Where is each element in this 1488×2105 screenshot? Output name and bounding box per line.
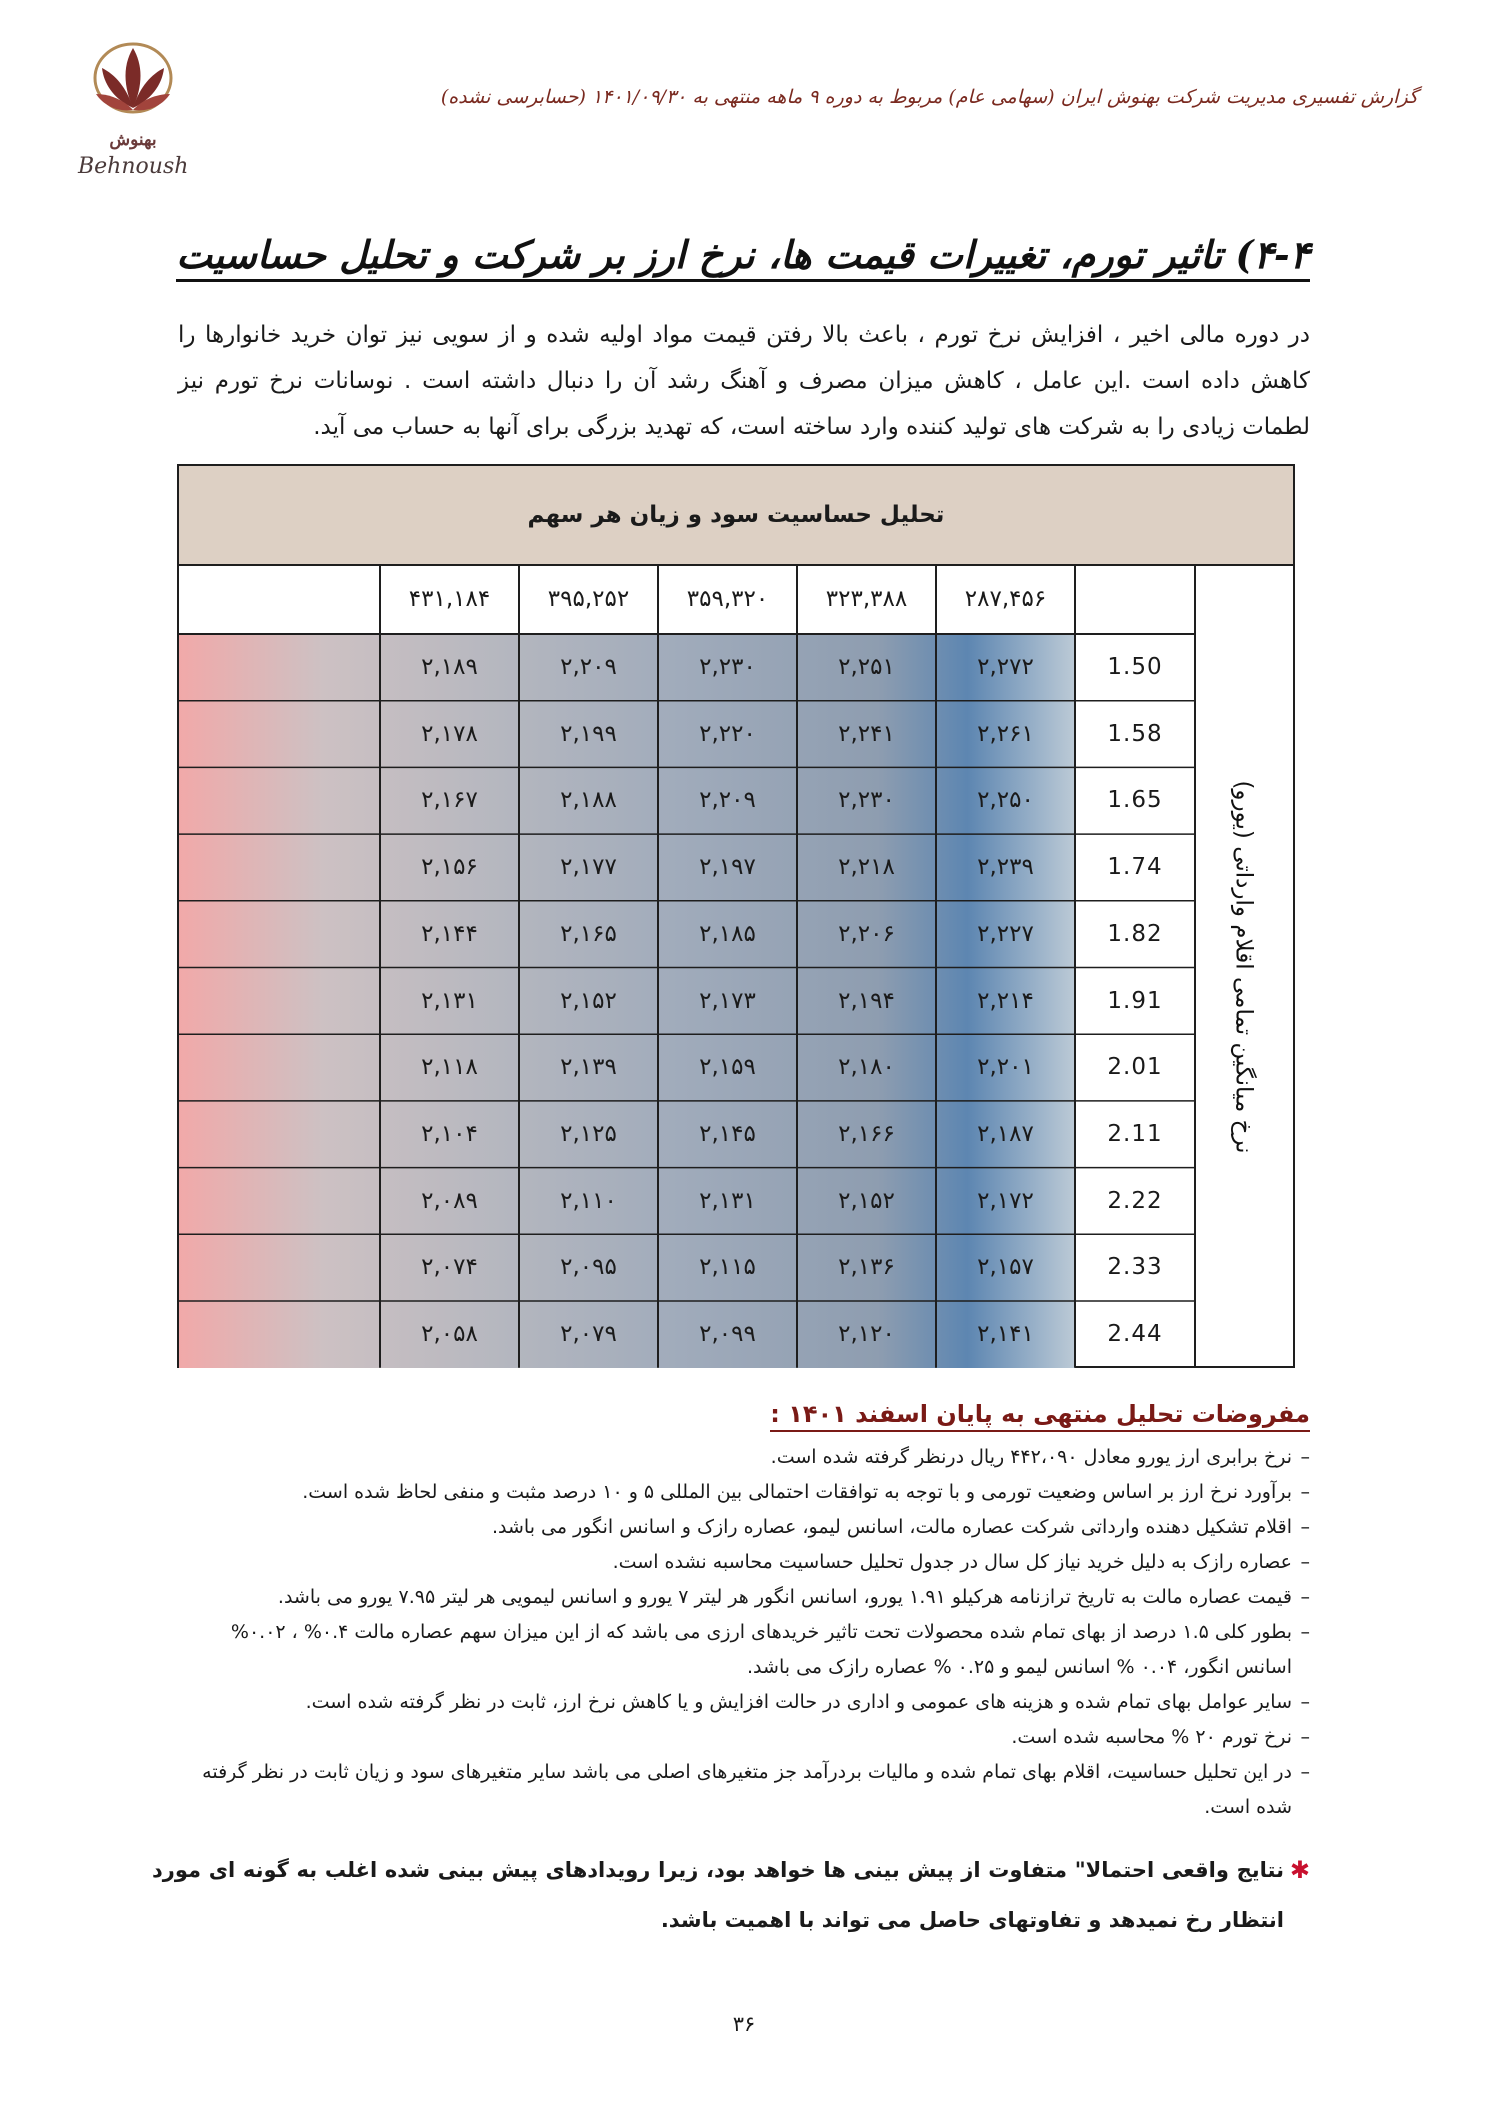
sensitivity-table [177,464,1295,1368]
table-value-cell: ۲,۲۵۱ [838,654,895,680]
disclaimer-note [152,1845,1310,1945]
table-value-cell: ۲,۱۳۹ [560,1054,617,1081]
table-value-cell: ۲,۱۷۷ [560,854,617,881]
row-rate-cell: 1.74 [1107,854,1163,881]
assumption-item: – اقلام تشکیل دهنده وارداتی شرکت عصاره مالت، اسانس لیمو، عصاره رازک و اسانس انگور می باشد. [178,1510,1310,1545]
table-value-cell: ۲,۲۶۱ [977,720,1034,747]
assumptions-list [178,1440,1310,1825]
table-value-cell: ۲,۱۶۷ [421,787,478,814]
table-value-cell: ۲,۲۰۱ [977,1054,1034,1081]
row-axis-label-text: نرخ میانگین تمامی اقلام وارداتی (یورو) [1231,780,1257,1154]
table-value-cell: ۲,۱۴۱ [977,1321,1034,1347]
lotus-emblem-icon [78,30,188,130]
column-header: ۲۸۷,۴۵۶ [964,586,1047,612]
assumption-item: – نرخ تورم ۲۰ % محاسبه شده است. [178,1720,1310,1755]
table-value-cell: ۲,۲۱۸ [838,854,895,881]
table-value-cell: ۲,۱۷۸ [421,720,478,747]
table-value-cell: ۲,۱۸۵ [699,920,756,947]
table-value-cell: ۲,۲۳۹ [977,854,1034,881]
table-value-cell: ۲,۱۳۱ [421,987,478,1014]
row-rate-cell: 2.11 [1107,1120,1163,1147]
table-value-cell: ۲,۰۹۵ [560,1254,617,1281]
logo-persian-name: بهنوش [109,130,157,150]
disclaimer-text: نتایج واقعی احتمالا" متفاوت از پیش بینی ها خواهد بود، زیرا رویدادهای پیش بینی شده اغلب به گونه ای مورد انتظار رخ نمیدهد و تفاوتهای حاصل می تواند با اهمیت باشد. [152,1858,1284,1932]
assumption-item: – در این تحلیل حساسیت، اقلام بهای تمام شده و مالیات بردرآمد جز متغیرهای اصلی می باشد سایر متغیرهای سود و زیان ثابت در نظر گرفته شده است. [178,1755,1310,1825]
row-rate-cell: 2.01 [1107,1054,1163,1081]
row-rate-cell: 2.44 [1107,1321,1163,1347]
table-value-cell: ۲,۱۸۹ [421,654,478,680]
asterisk-icon: ✱ [1289,1856,1310,1884]
table-value-cell: ۲,۲۲۰ [699,720,756,747]
table-value-cell: ۲,۲۲۷ [977,920,1034,947]
table-value-cell: ۲,۱۱۸ [421,1054,478,1081]
table-value-cell: ۲,۲۵۰ [977,787,1034,814]
table-value-cell: ۲,۲۷۲ [977,654,1034,680]
table-value-cell: ۲,۲۰۹ [699,787,756,814]
assumption-item: – نرخ برابری ارز یورو معادل ۴۴۲،۰۹۰ ریال درنظر گرفته شده است. [178,1440,1310,1475]
row-rate-cell: 1.50 [1107,654,1163,680]
table-value-cell: ۲,۱۵۲ [838,1187,895,1214]
table-title: تحلیل حساسیت سود و زیان هر سهم [179,466,1293,566]
table-value-cell: ۲,۲۳۰ [838,787,895,814]
row-rate-cell: 1.91 [1107,987,1163,1014]
table-value-cell: ۲,۱۴۴ [421,920,478,947]
table-value-cell: ۲,۱۹۹ [560,720,617,747]
table-value-cell: ۲,۱۱۵ [699,1254,756,1281]
table-value-cell: ۲,۲۳۰ [699,654,756,680]
row-rate-cell: 2.33 [1107,1254,1163,1281]
table-value-cell: ۲,۱۷۲ [977,1187,1034,1214]
assumption-item: – سایر عوامل بهای تمام شده و هزینه های عمومی و اداری در حالت افزایش و یا کاهش نرخ ارز، ثابت در نظر گرفته شده است. [178,1685,1310,1720]
table-value-cell: ۲,۰۸۹ [421,1187,478,1214]
table-value-cell: ۲,۱۶۵ [560,920,617,947]
table-value-cell: ۲,۱۸۸ [560,787,617,814]
running-header: گزارش تفسیری مدیریت شرکت بهنوش ایران (سهامی عام) مربوط به دوره ۹ ماهه منتهی به ۱۴۰۱/۰۹/۳۰ (حسابرسی نشده) [440,86,1418,108]
table-value-cell: ۲,۱۵۶ [421,854,478,881]
table-value-cell: ۲,۱۰۴ [421,1120,478,1147]
table-value-cell: ۲,۱۹۴ [838,987,895,1014]
assumptions-title: مفروضات تحلیل منتهی به پایان اسفند ۱۴۰۱ : [770,1400,1310,1432]
table-value-cell: ۲,۲۰۶ [838,920,895,947]
table-value-cell: ۲,۱۸۷ [977,1120,1034,1147]
row-axis-label [1195,566,1293,1368]
table-value-cell: ۲,۱۷۳ [699,987,756,1014]
table-value-cell: ۲,۱۹۷ [699,854,756,881]
table-value-cell: ۲,۲۴۱ [838,720,895,747]
company-logo [78,30,188,190]
table-value-cell: ۲,۰۵۸ [421,1321,478,1347]
table-value-cell: ۲,۱۳۱ [699,1187,756,1214]
assumption-item: – بطور کلی ۱.۵ درصد از بهای تمام شده محصولات تحت تاثیر خریدهای ارزی می باشد که از این میزان سهم عصاره مالت ۰.۴% ، ۰.۰۲% اسانس انگور، ۰.۰۴ % اسانس لیمو و ۰.۲۵ % عصاره رازک می باشد. [178,1615,1310,1685]
table-value-cell: ۲,۱۲۰ [838,1321,895,1347]
column-header: ۳۲۳,۳۸۸ [825,586,908,612]
table-value-cell: ۲,۱۳۶ [838,1254,895,1281]
intro-paragraph: در دوره مالی اخیر ، افزایش نرخ تورم ، باعث بالا رفتن قیمت مواد اولیه شده و از سویی نیز توان خرید خانوارها را کاهش داده است .این عامل ، کاهش میزان مصرف و آهنگ رشد آن را دنبال داشته است . نوسانات نرخ تورم نیز لطمات زیادی را به شرکت های تولید کننده وارد ساخته است، که تهدید بزرگی برای آنها به حساب می آید. [178,322,1310,440]
table-value-cell: ۲,۱۸۰ [838,1054,895,1081]
table-value-cell: ۲,۰۹۹ [699,1321,756,1347]
column-header: ۳۵۹,۳۲۰ [686,586,769,612]
table-value-cell: ۲,۰۷۹ [560,1321,617,1347]
section-title: ۴-۴) تاثیر تورم، تغییرات قیمت ها، نرخ ارز بر شرکت و تحلیل حساسیت [176,232,1310,282]
logo-english-name: Behnoush [78,154,189,179]
row-rate-cell: 1.58 [1107,720,1163,747]
table-value-cell: ۲,۱۶۶ [838,1120,895,1147]
table-value-cell: ۲,۱۲۵ [560,1120,617,1147]
table-value-cell: ۲,۱۱۰ [560,1187,617,1214]
assumption-item: – برآورد نرخ ارز بر اساس وضعیت تورمی و با توجه به توافقات احتمالی بین المللی ۵ و ۱۰ درصد مثبت و منفی لحاظ شده است. [178,1475,1310,1510]
row-rate-cell: 1.65 [1107,787,1163,814]
table-value-cell: ۲,۲۰۹ [560,654,617,680]
table-value-cell: ۲,۱۵۷ [977,1254,1034,1281]
assumption-item: – عصاره رازک به دلیل خرید نیاز کل سال در جدول تحلیل حساسیت محاسبه نشده است. [178,1545,1310,1580]
column-header: ۳۹۵,۲۵۲ [547,586,630,612]
table-value-cell: ۲,۰۷۴ [421,1254,478,1281]
column-header: ۴۳۱,۱۸۴ [408,586,491,612]
table-value-cell: ۲,۲۱۴ [977,987,1034,1014]
table-value-cell: ۲,۱۵۹ [699,1054,756,1081]
table-value-cell: ۲,۱۴۵ [699,1120,756,1147]
row-rate-cell: 2.22 [1107,1187,1163,1214]
assumption-item: – قیمت عصاره مالت به تاریخ ترازنامه هرکیلو ۱.۹۱ یورو، اسانس انگور هر لیتر ۷ یورو و اسانس لیمویی هر لیتر ۷.۹۵ یورو می باشد. [178,1580,1310,1615]
row-rate-cell: 1.82 [1107,920,1163,947]
table-value-cell: ۲,۱۵۲ [560,987,617,1014]
page-number: ۳۶ [732,2012,756,2036]
